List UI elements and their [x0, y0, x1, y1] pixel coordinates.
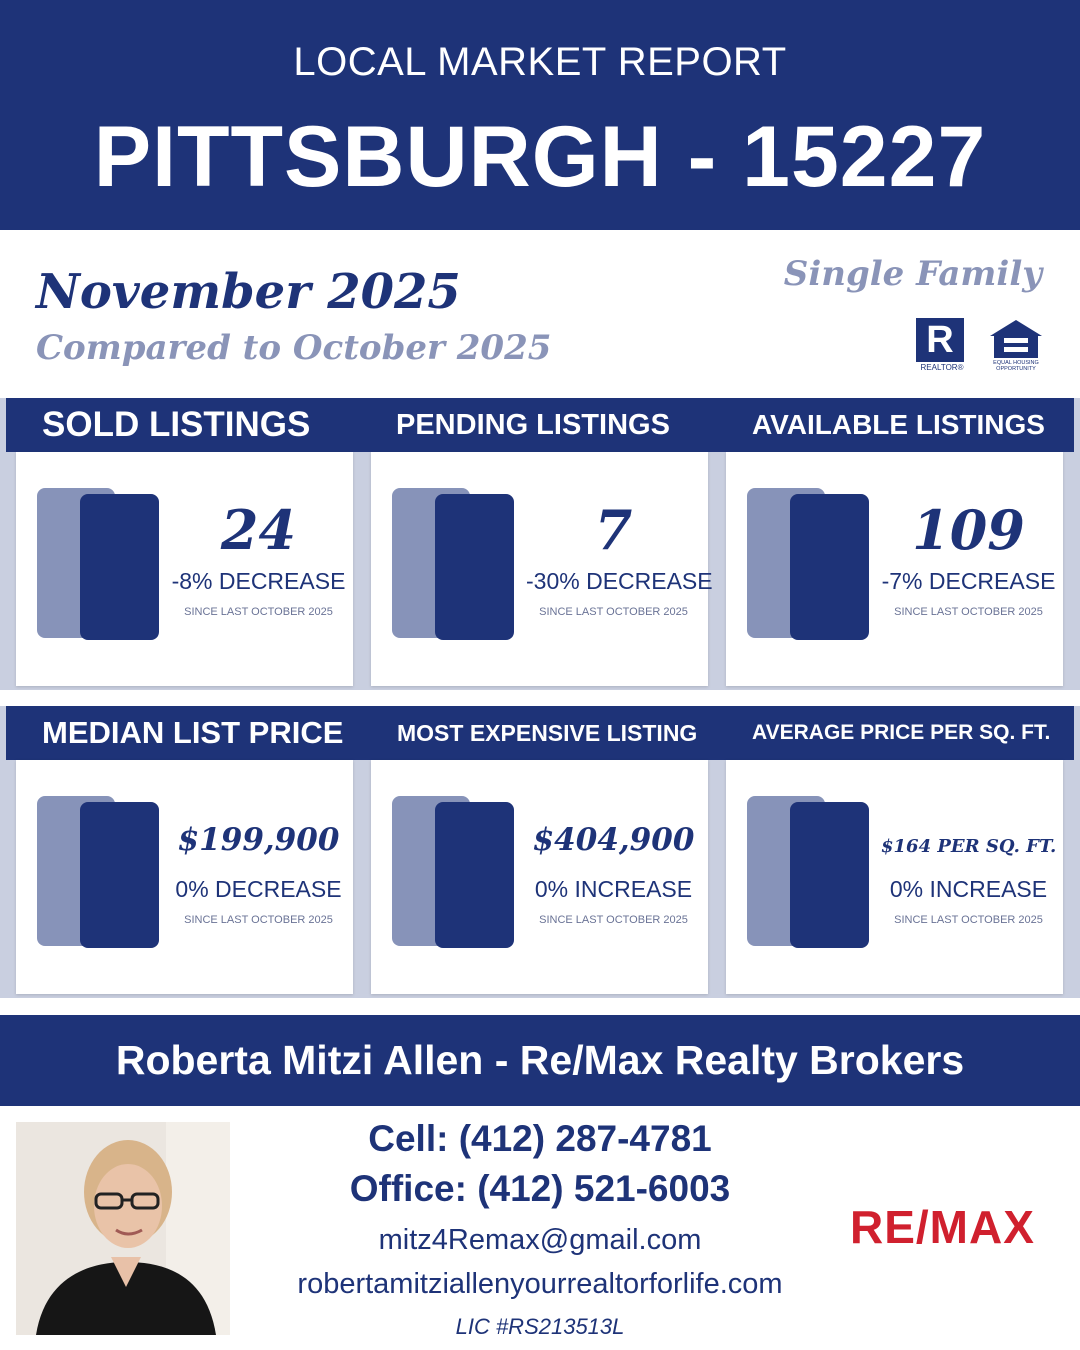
- equal-housing-caption: EQUAL HOUSING OPPORTUNITY: [993, 360, 1039, 372]
- realtor-caption: REALTOR®: [920, 363, 964, 372]
- agent-photo: [16, 1122, 230, 1335]
- most-expensive-change: 0% INCREASE: [534, 876, 693, 902]
- average-price-per-sqft-label: AVERAGE PRICE PER SQ. FT.: [752, 721, 1051, 744]
- pending-change: -30% DECREASE: [526, 568, 713, 594]
- report-month: November 2025: [36, 264, 461, 320]
- available-listings-label: AVAILABLE LISTINGS: [752, 409, 1045, 440]
- sold-since: SINCE LAST OCTOBER 2025: [184, 606, 333, 618]
- most-expensive-value: $404,900: [532, 822, 695, 858]
- realtor-letter: R: [916, 318, 964, 362]
- most-expensive-since: SINCE LAST OCTOBER 2025: [539, 914, 688, 926]
- median-change: 0% DECREASE: [175, 876, 342, 902]
- available-change: -7% DECREASE: [881, 568, 1056, 594]
- price-per-sqft-since: SINCE LAST OCTOBER 2025: [894, 914, 1043, 926]
- office-phone: Office: (412) 521-6003: [349, 1168, 731, 1209]
- card-graphic-front: [790, 802, 869, 948]
- pending-count: 7: [594, 498, 633, 562]
- card-graphic-front: [790, 494, 869, 640]
- agent-banner: Roberta Mitzi Allen - Re/Max Realty Brokers: [0, 1015, 1080, 1106]
- pending-listings-card: [371, 452, 713, 686]
- most-expensive-listing-label: MOST EXPENSIVE LISTING: [397, 720, 698, 746]
- website-url: robertamitziallenyourrealtorforlife.com: [297, 1268, 783, 1300]
- median-since: SINCE LAST OCTOBER 2025: [184, 914, 333, 926]
- card-graphic-front: [435, 494, 514, 640]
- report-subtitle: LOCAL MARKET REPORT: [293, 40, 787, 84]
- pending-since: SINCE LAST OCTOBER 2025: [539, 606, 688, 618]
- license-number: LIC #RS213513L: [455, 1314, 625, 1339]
- price-per-sqft-value: $164 PER SQ. FT.: [881, 836, 1057, 857]
- sold-listings-label: SOLD LISTINGS: [42, 405, 311, 444]
- sold-change: -8% DECREASE: [171, 568, 346, 594]
- realtor-logo-icon: [914, 318, 970, 374]
- card-graphic-front: [80, 494, 159, 640]
- email-address: mitz4Remax@gmail.com: [378, 1224, 702, 1256]
- section-header-bar-top: [6, 398, 1074, 452]
- section-header-bar-bottom: [6, 706, 1074, 760]
- most-expensive-listing-card: [371, 760, 708, 994]
- median-list-price-label: MEDIAN LIST PRICE: [42, 715, 344, 750]
- header-banner: [0, 0, 1080, 230]
- equal-housing-icon: [986, 318, 1046, 374]
- price-per-sqft-card: [726, 760, 1063, 994]
- pending-listings-label: PENDING LISTINGS: [396, 409, 670, 441]
- median-price-value: $199,900: [177, 822, 340, 858]
- price-per-sqft-change: 0% INCREASE: [889, 876, 1048, 902]
- cell-phone: Cell: (412) 287-4781: [368, 1118, 712, 1159]
- available-count: 109: [912, 498, 1025, 562]
- card-graphic-front: [435, 802, 514, 948]
- card-graphic-front: [80, 802, 159, 948]
- comparison-period: Compared to October 2025: [36, 328, 552, 368]
- available-listings-card: [726, 452, 1063, 686]
- sold-count: 24: [220, 498, 297, 562]
- available-since: SINCE LAST OCTOBER 2025: [894, 606, 1043, 618]
- sold-listings-card: [16, 452, 353, 686]
- median-list-price-card: [16, 760, 353, 994]
- report-title: PITTSBURGH - 15227: [93, 109, 987, 205]
- property-type: Single Family: [783, 254, 1042, 294]
- remax-logo: RE/MAX: [850, 1201, 1035, 1253]
